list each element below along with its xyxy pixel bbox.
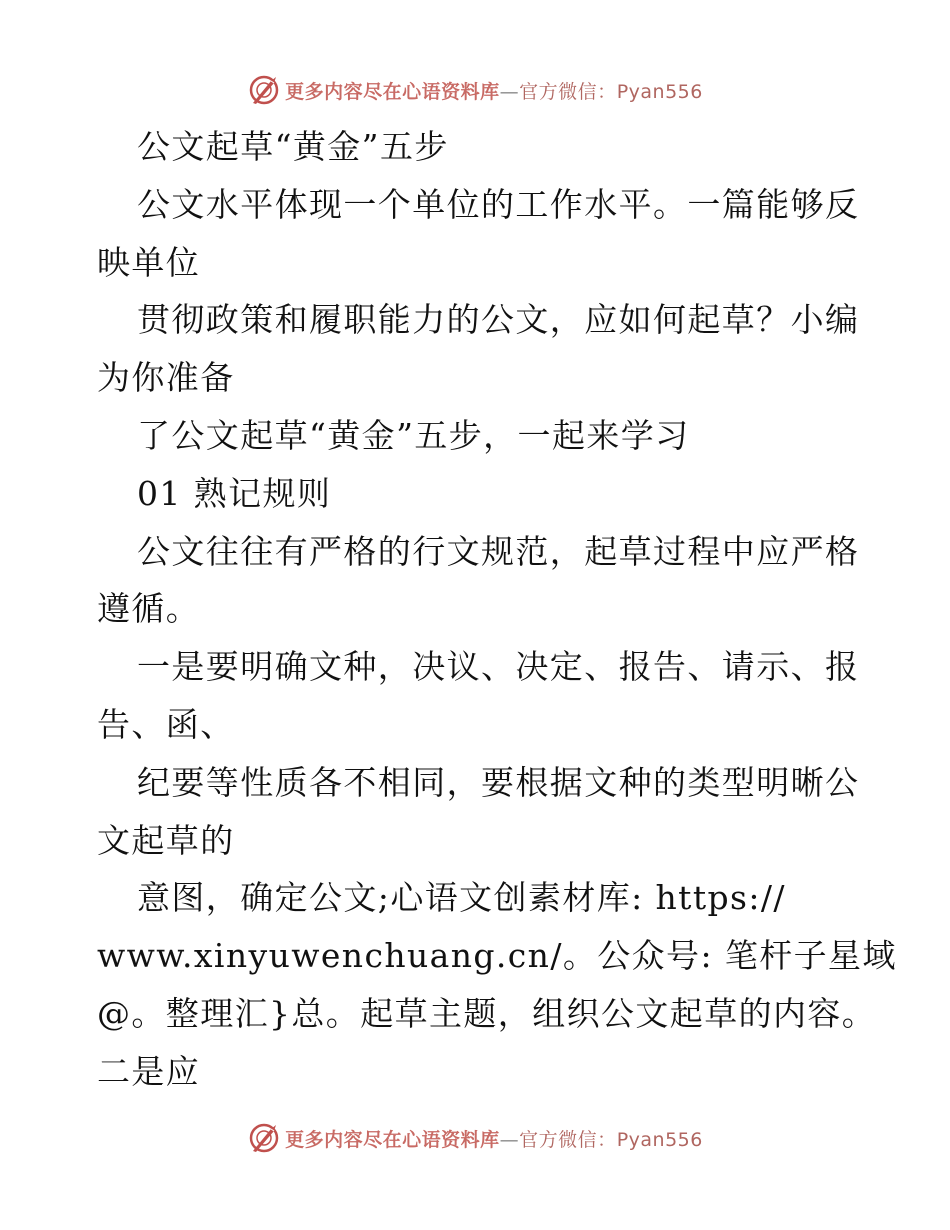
quill-pen-logo-icon: [247, 1121, 281, 1155]
document-line: 公文往往有严格的行文规范，起草过程中应严格: [137, 531, 860, 571]
banner-site-name: 更多内容尽在心语资料库: [285, 80, 500, 103]
document-body: [97, 118, 897, 1101]
banner-text: [285, 77, 703, 104]
document-line: www.xinyuwenchuang.cn/。公众号: 笔杆子星域: [97, 936, 897, 976]
banner-site-name: 更多内容尽在心语资料库: [285, 1128, 500, 1151]
quill-pen-logo-icon: [247, 73, 281, 107]
banner-contact-id: Pyan556: [616, 80, 703, 103]
document-line: 为你准备: [97, 358, 235, 398]
document-line: 意图，确定公文;心语文创素材库: https://: [137, 878, 786, 918]
banner-separator: —: [499, 80, 520, 103]
banner-contact-label: 官方微信：: [519, 80, 617, 103]
document-line: 遵循。: [97, 589, 201, 629]
document-line: 01 熟记规则: [137, 473, 332, 513]
document-line: 一是要明确文种，决议、决定、报告、请示、报: [137, 647, 860, 687]
document-line: 映单位: [97, 242, 201, 282]
document-line: 文起草的: [97, 820, 235, 860]
banner-text: [285, 1125, 703, 1152]
document-line: 贯彻政策和履职能力的公文，应如何起草？小编: [137, 300, 860, 340]
footer-banner: [0, 1118, 950, 1158]
document-line: @。整理汇}总。起草主题，组织公文起草的内容。: [97, 993, 877, 1033]
document-line: 公文起草“黄金”五步: [137, 127, 449, 166]
header-banner: [0, 70, 950, 110]
banner-contact-id: Pyan556: [616, 1128, 703, 1151]
document-line: 告、函、: [97, 704, 235, 744]
document-line: 公文水平体现一个单位的工作水平。一篇能够反: [137, 184, 860, 224]
document-line: 二是应: [97, 1051, 201, 1091]
banner-contact-label: 官方微信：: [519, 1128, 617, 1151]
banner-separator: —: [499, 1128, 520, 1151]
document-line: 纪要等性质各不相同，要根据文种的类型明晰公: [137, 762, 860, 802]
document-line: 了公文起草“黄金”五步，一起来学习: [137, 415, 690, 455]
